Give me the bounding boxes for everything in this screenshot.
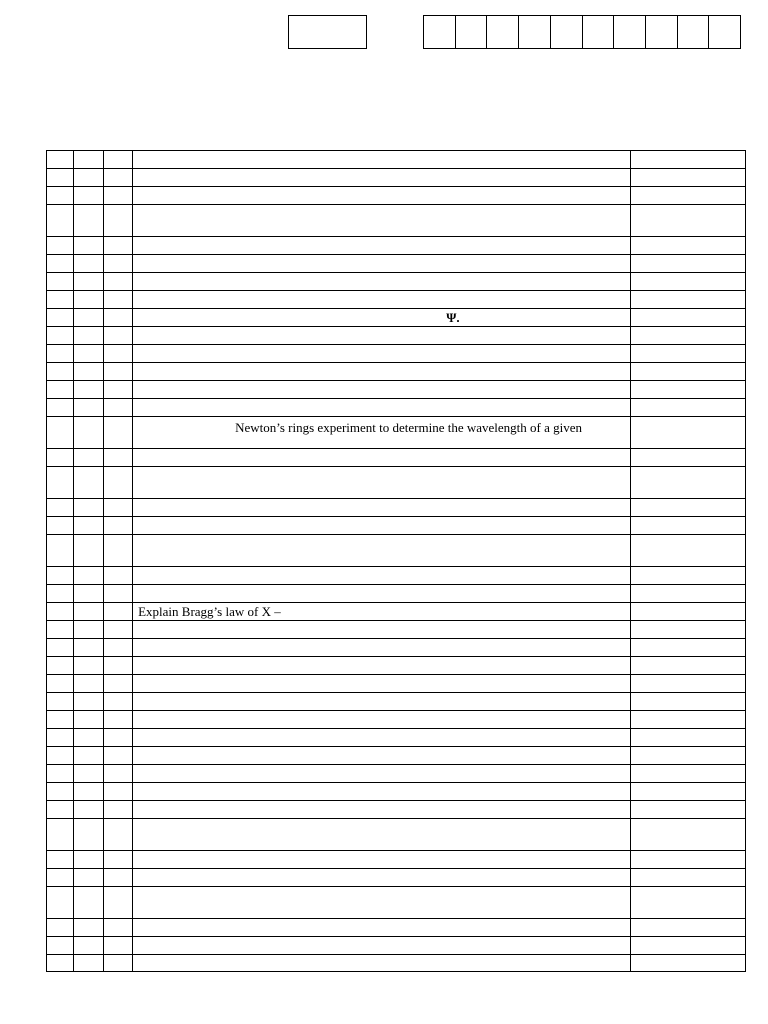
register-digit-box: [424, 16, 456, 48]
table-row: [47, 187, 746, 205]
table-row: [47, 869, 746, 887]
table-row: [47, 517, 746, 535]
table-row: [47, 657, 746, 675]
table-row: [47, 363, 746, 381]
table-row: [47, 639, 746, 657]
table-row: [47, 449, 746, 467]
table-row: [47, 675, 746, 693]
register-digit-box: [519, 16, 551, 48]
table-row: [47, 417, 746, 449]
table-row: [47, 621, 746, 639]
table-row: [47, 535, 746, 567]
table-row: [47, 783, 746, 801]
table-row: [47, 273, 746, 291]
register-digit-box: [709, 16, 740, 48]
table-row: [47, 237, 746, 255]
table-row: [47, 151, 746, 169]
bragg-law-question-text: Explain Bragg’s law of X –: [138, 603, 281, 619]
table-row: [47, 937, 746, 955]
register-digit-box: [614, 16, 646, 48]
table-row: [47, 919, 746, 937]
table-row: [47, 327, 746, 345]
table-row: [47, 205, 746, 237]
table-row: [47, 603, 746, 621]
psi-question-text: Ψ.: [446, 309, 460, 325]
newton-rings-question-text: Newton’s rings experiment to determine the wavelength of a given: [235, 419, 583, 435]
table-row: [47, 747, 746, 765]
register-digit-box: [678, 16, 710, 48]
table-row: [47, 499, 746, 517]
table-row: [47, 711, 746, 729]
table-row: [47, 345, 746, 363]
table-row: [47, 693, 746, 711]
table-row: [47, 169, 746, 187]
register-digit-box: [551, 16, 583, 48]
register-digit-box: [456, 16, 488, 48]
table-row: [47, 955, 746, 972]
register-digit-box: [487, 16, 519, 48]
table-row: [47, 851, 746, 869]
table-row: [47, 567, 746, 585]
table-row: [47, 381, 746, 399]
table-row: [47, 819, 746, 851]
table-row: [47, 729, 746, 747]
table-row: [47, 801, 746, 819]
table-row: [47, 887, 746, 919]
table-row: [47, 765, 746, 783]
course-code-box: [288, 15, 367, 49]
table-row: [47, 399, 746, 417]
question-table: [46, 150, 746, 972]
register-digit-box: [583, 16, 615, 48]
table-row: [47, 585, 746, 603]
register-number-boxes: [423, 15, 741, 49]
table-row: [47, 309, 746, 327]
table-row: [47, 255, 746, 273]
table-row: [47, 291, 746, 309]
table-row: [47, 467, 746, 499]
register-digit-box: [646, 16, 678, 48]
